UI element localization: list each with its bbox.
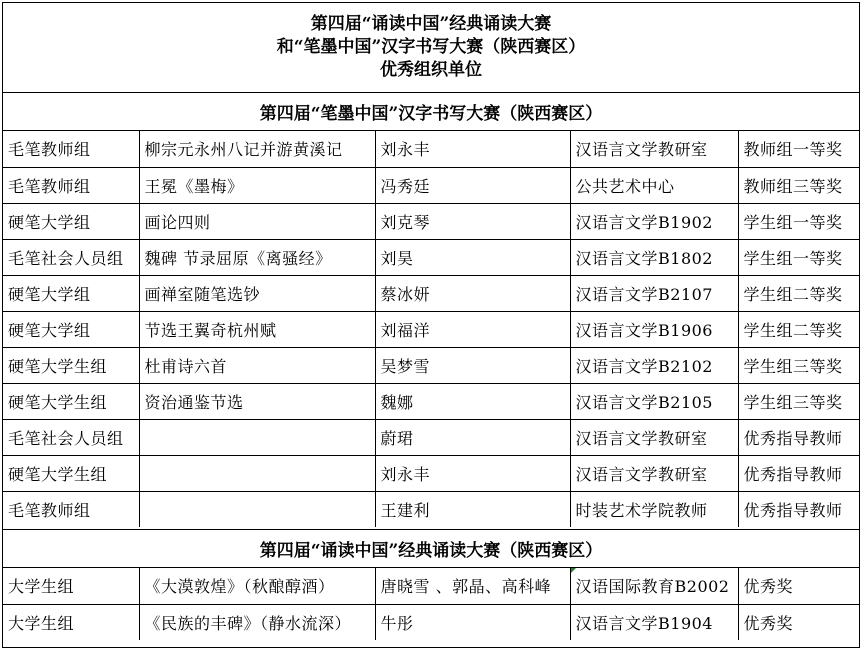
unit-cell: 时装艺术学院教师 (570, 491, 738, 527)
title-line-3: 优秀组织单位 (380, 60, 482, 80)
section-title-recitation: 第四届“诵读中国”经典诵读大赛（陕西赛区） (3, 530, 859, 568)
award-cell: 教师组三等奖 (738, 167, 859, 203)
name-cell: 吴梦雪 (375, 347, 570, 383)
name-cell: 刘福洋 (375, 311, 570, 347)
work-title-cell: 杜甫诗六首 (139, 347, 375, 383)
work-title-cell: 柳宗元永州八记并游黄溪记 (139, 131, 375, 167)
award-cell: 优秀指导教师 (738, 419, 859, 455)
table-row (3, 131, 859, 167)
category-cell: 硬笔大学生组 (3, 347, 139, 383)
table-row (3, 419, 859, 455)
unit-cell: 汉语言文学教研室 (570, 419, 738, 455)
name-cell: 刘克琴 (375, 203, 570, 239)
category-cell: 毛笔教师组 (3, 491, 139, 527)
table-row (3, 383, 859, 419)
unit-cell: 汉语国际教育B2002 (570, 568, 738, 604)
table-row (3, 568, 859, 604)
category-cell: 大学生组 (3, 604, 139, 640)
category-cell: 毛笔教师组 (3, 131, 139, 167)
award-cell: 优秀奖 (743, 613, 794, 633)
table-row (3, 491, 859, 527)
table-row (3, 239, 859, 275)
category-cell: 毛笔社会人员组 (3, 239, 139, 275)
title-line-2: 和“笔墨中国”汉字书写大赛（陕西赛区） (276, 37, 586, 57)
work-title-cell: 王冕《墨梅》 (139, 167, 375, 203)
work-title-cell: 《大漠敦煌》（秋酿醇酒） (139, 568, 375, 604)
award-cell: 学生组二等奖 (738, 275, 859, 311)
work-title-cell: 资治通鉴节选 (139, 383, 375, 419)
award-cell: 优秀指导教师 (743, 500, 843, 520)
unit-cell: 汉语言文学B1904 (570, 604, 738, 640)
table-row (3, 455, 859, 491)
award-cell: 学生组二等奖 (738, 311, 859, 347)
name-cell: 唐晓雪 、郭晶、高科峰 (375, 568, 570, 604)
recitation-table (3, 568, 859, 640)
category-cell: 硬笔大学组 (3, 275, 139, 311)
unit-cell: 汉语言文学教研室 (570, 455, 738, 491)
work-title-cell (139, 491, 375, 527)
unit-cell: 汉语言文学B1906 (570, 311, 738, 347)
category-cell: 硬笔大学组 (3, 203, 139, 239)
table-row (3, 604, 859, 640)
award-cell: 优秀奖 (738, 568, 859, 604)
award-cell: 优秀指导教师 (738, 455, 859, 491)
name-cell: 牛彤 (375, 604, 570, 640)
unit-cell: 汉语言文学B2105 (570, 383, 738, 419)
table-row (3, 347, 859, 383)
name-cell: 王建利 (375, 491, 570, 527)
name-cell: 蔚珺 (375, 419, 570, 455)
category-cell: 硬笔大学生组 (3, 383, 139, 419)
work-title-cell (139, 455, 375, 491)
work-title-cell: 魏碑 节录屈原《离骚经》 (139, 239, 375, 275)
award-sheet (2, 2, 860, 648)
work-title-cell: 节选王翼奇杭州赋 (139, 311, 375, 347)
name-cell: 蔡冰妍 (375, 275, 570, 311)
table-row (3, 203, 859, 239)
unit-cell: 汉语言文学教研室 (570, 131, 738, 167)
unit-cell: 公共艺术中心 (570, 167, 738, 203)
section-title-calligraphy: 第四届“笔墨中国”汉字书写大赛（陕西赛区） (3, 93, 859, 131)
unit-cell: 汉语言文学B2102 (570, 347, 738, 383)
award-cell: 教师组一等奖 (738, 131, 859, 167)
work-title-cell (139, 419, 375, 455)
calligraphy-table (3, 131, 859, 527)
unit-cell: 汉语言文学B1802 (570, 239, 738, 275)
category-cell: 毛笔教师组 (3, 167, 139, 203)
work-title-cell: 《民族的丰碑》（静水流深） (139, 604, 375, 640)
name-cell: 刘昊 (375, 239, 570, 275)
award-cell: 学生组三等奖 (738, 347, 859, 383)
name-cell: 冯秀廷 (375, 167, 570, 203)
category-cell: 硬笔大学生组 (3, 455, 139, 491)
name-cell: 刘永丰 (375, 455, 570, 491)
work-title-cell: 画禅室随笔选钞 (139, 275, 375, 311)
category-cell: 大学生组 (3, 568, 139, 604)
category-cell: 硬笔大学组 (3, 311, 139, 347)
award-cell: 学生组三等奖 (738, 383, 859, 419)
unit-cell: 汉语言文学B1902 (570, 203, 738, 239)
category-cell: 毛笔社会人员组 (3, 419, 139, 455)
award-cell: 学生组一等奖 (738, 239, 859, 275)
award-cell: 学生组一等奖 (738, 203, 859, 239)
name-cell: 魏娜 (375, 383, 570, 419)
title-line-1: 第四届“诵读中国”经典诵读大赛 (310, 14, 552, 34)
document-title (3, 3, 859, 93)
table-row (3, 167, 859, 203)
table-row (3, 275, 859, 311)
name-cell: 刘永丰 (375, 131, 570, 167)
table-row (3, 311, 859, 347)
unit-cell: 汉语言文学B2107 (570, 275, 738, 311)
work-title-cell: 画论四则 (139, 203, 375, 239)
